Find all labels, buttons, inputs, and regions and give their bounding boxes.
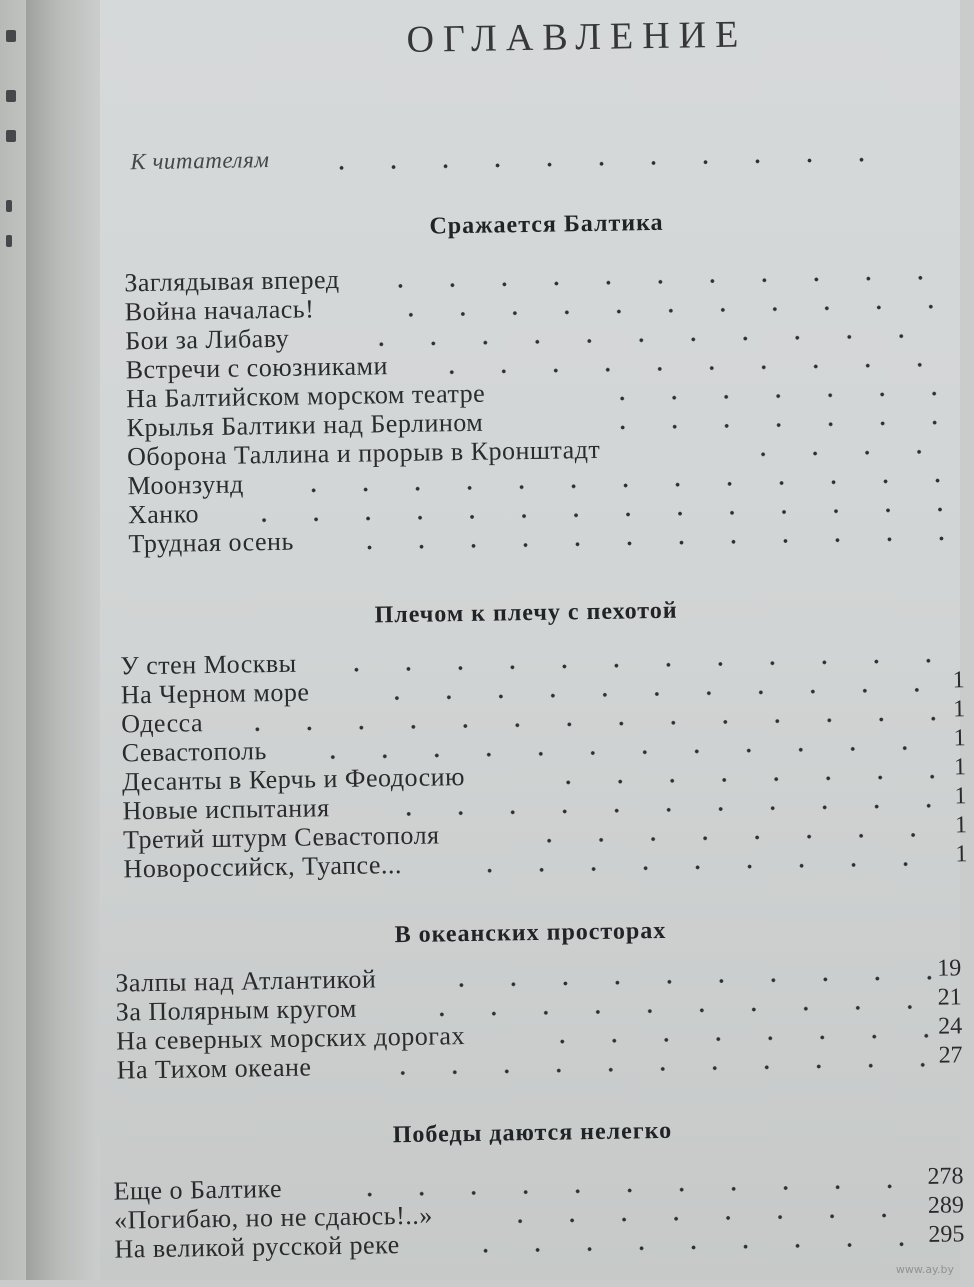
toc-entry-label: Еще о Балтике — [113, 1174, 282, 1207]
toc-entry-label: Залпы над Атлантикой — [115, 964, 376, 998]
toc-entry-label: Одесса — [121, 708, 203, 739]
toc-entry-label: Новые испытания — [122, 793, 329, 826]
dot-leader — [231, 716, 951, 731]
dot-leader — [288, 478, 948, 492]
toc-entry-label: Встречи с союзниками — [125, 351, 388, 385]
toc-entry-label: На великой русской реке — [114, 1230, 400, 1264]
dot-leader — [460, 1242, 925, 1253]
dot-leader — [523, 832, 953, 843]
dot-leader — [343, 536, 948, 550]
toc-page-number: 278 — [927, 1163, 963, 1191]
toc-page-number: 1 — [954, 783, 966, 810]
toc-entry-label: Моонзунд — [127, 469, 244, 501]
dot-leader — [316, 158, 876, 171]
watermark: www.ay.by — [896, 1263, 954, 1276]
edge-letter-mark — [6, 90, 16, 102]
toc-entry-label: На северных морских дорогах — [116, 1021, 465, 1056]
toc-entry-label: Бои за Либаву — [125, 324, 289, 357]
toc-page-number: 1 — [953, 725, 965, 752]
toc-page-number: 19 — [937, 955, 961, 982]
toc-entry-label: На Черном море — [121, 677, 310, 710]
toc-entry-label: Заглядывая вперед — [124, 265, 340, 298]
toc-entry-label: На Тихом океане — [116, 1052, 311, 1085]
toc-entry-label: Крылья Балтики над Берлином — [126, 408, 483, 444]
dot-leader — [307, 745, 952, 759]
table-of-contents — [90, 0, 970, 1287]
toc-entry-label: Десанты в Керчь и Феодосию — [122, 762, 465, 797]
section-heading: Плечом к плечу с пехотой — [374, 598, 677, 630]
edge-letter-mark — [6, 235, 12, 247]
dot-leader — [596, 391, 946, 400]
dot-leader — [383, 803, 953, 816]
toc-page-number: 289 — [928, 1192, 964, 1220]
edge-letter-mark — [6, 200, 12, 212]
dot-leader — [238, 507, 948, 522]
dot-leader — [435, 976, 935, 988]
dot-leader — [377, 1063, 937, 1076]
dot-leader — [416, 1005, 936, 1017]
toc-entry-label: Война началась! — [125, 294, 315, 327]
toc-entry-label: Трудная осень — [128, 527, 294, 560]
edge-letter-mark — [6, 130, 16, 142]
toc-entry-label: Третий штурм Севастополя — [123, 820, 440, 855]
toc-page-number: 295 — [928, 1221, 964, 1249]
dot-leader — [330, 658, 950, 672]
toc-page-number: 21 — [937, 984, 961, 1011]
toc-page-number: 24 — [938, 1013, 962, 1040]
toc-entry-label: Оборона Таллина и прорыв в Кронштадт — [127, 435, 601, 472]
toc-entry-label: За Полярным кругом — [116, 994, 357, 1028]
dot-leader — [355, 334, 935, 347]
toc-page-number: 1 — [952, 667, 964, 694]
toc-page-number: 1 — [955, 812, 967, 839]
toc-entry-label: «Погибаю, но не сдаюсь!..» — [114, 1201, 433, 1236]
book-page — [100, 0, 960, 1280]
page-title: ОГЛАВЛЕНИЕ — [406, 13, 747, 62]
dot-leader — [385, 304, 945, 317]
dot-leader — [597, 420, 947, 429]
dot-leader — [344, 1184, 924, 1197]
toc-entry-label: Новороссийск, Туапсе... — [123, 850, 402, 884]
toc-page-number: 1 — [955, 841, 967, 868]
toc-entry-label: Севастополь — [121, 736, 267, 768]
toc-entry-label: На Балтийском морском театре — [126, 379, 485, 415]
toc-entry-label: Ханко — [128, 499, 200, 530]
toc-entry-label: К читателям — [130, 147, 269, 175]
toc-entry-label: У стен Москвы — [120, 649, 297, 682]
toc-page-number: 27 — [938, 1042, 962, 1069]
edge-letter-mark — [6, 30, 16, 42]
dot-leader — [737, 449, 947, 456]
section-heading: В океанских просторах — [394, 918, 666, 949]
dot-leader — [464, 861, 954, 873]
section-heading: Победы даются нелегко — [393, 1118, 673, 1149]
toc-page-number: 1 — [954, 754, 966, 781]
dot-leader — [536, 1034, 936, 1044]
dot-leader — [374, 276, 934, 289]
section-heading: Сражается Балтика — [429, 210, 663, 241]
toc-page-number: 1 — [953, 696, 965, 723]
dot-leader — [542, 774, 952, 784]
dot-leader — [494, 1213, 924, 1224]
dot-leader — [371, 687, 951, 700]
dot-leader — [426, 362, 946, 374]
